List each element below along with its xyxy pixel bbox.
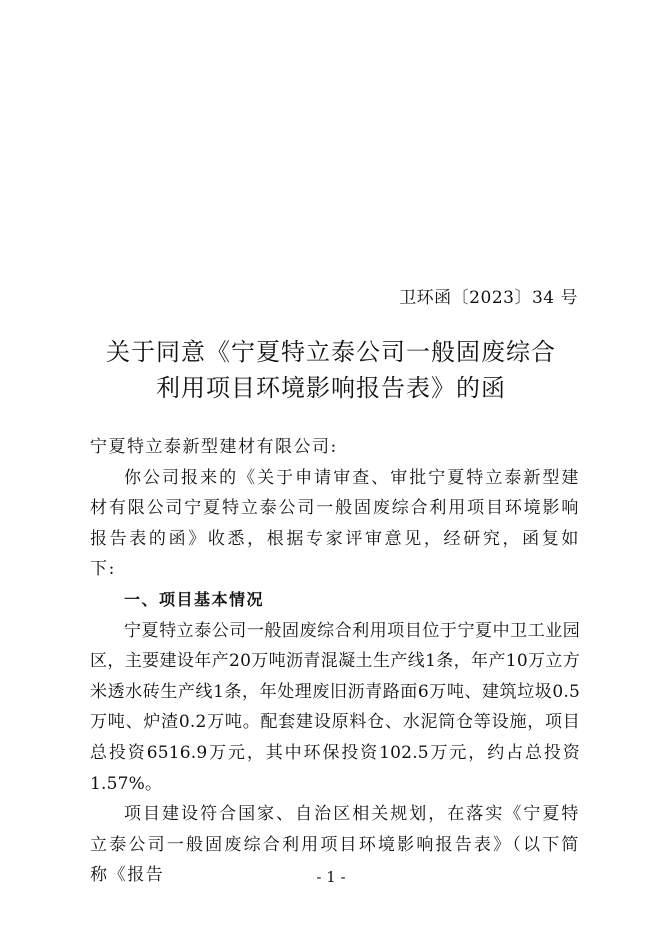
document-title — [0, 334, 662, 406]
salutation: 宁夏特立泰新型建材有限公司: — [90, 437, 338, 457]
section-heading-basic-info: 一、项目基本情况 — [124, 589, 265, 609]
document-body — [90, 432, 580, 891]
document-number: 卫环函〔2023〕34 号 — [399, 288, 578, 308]
title-line-2: 利用项目环境影响报告表》的函 — [156, 374, 506, 402]
paragraph-project-info: 宁夏特立泰公司一般固废综合利用项目位于宁夏中卫工业园区，主要建设年产20万吨沥青混凝土生产线1条，年产10万立方米透水砖生产线1条，年处理废旧沥青路面6万吨、建筑垃圾0.5万吨、炉渣0.2万吨。配套建设原料仓、水泥筒仓等设施，项目总投资6516.9万元，其中环保投资102.5万元，约占总投资1.57%。 — [90, 620, 580, 794]
paragraph-compliance: 项目建设符合国家、自治区相关规划，在落实《宁夏特立泰公司一般固废综合利用项目环境影响报告表》（以下简称《报告 — [90, 804, 580, 886]
page-number: - 1 - — [316, 868, 346, 886]
paragraph-intro: 你公司报来的《关于申请审查、审批宁夏特立泰新型建材有限公司宁夏特立泰公司一般固废综合利用项目环境影响报告表的函》收悉，根据专家评审意见，经研究，函复如下: — [90, 467, 580, 580]
title-line-1: 关于同意《宁夏特立泰公司一般固废综合 — [106, 338, 556, 366]
